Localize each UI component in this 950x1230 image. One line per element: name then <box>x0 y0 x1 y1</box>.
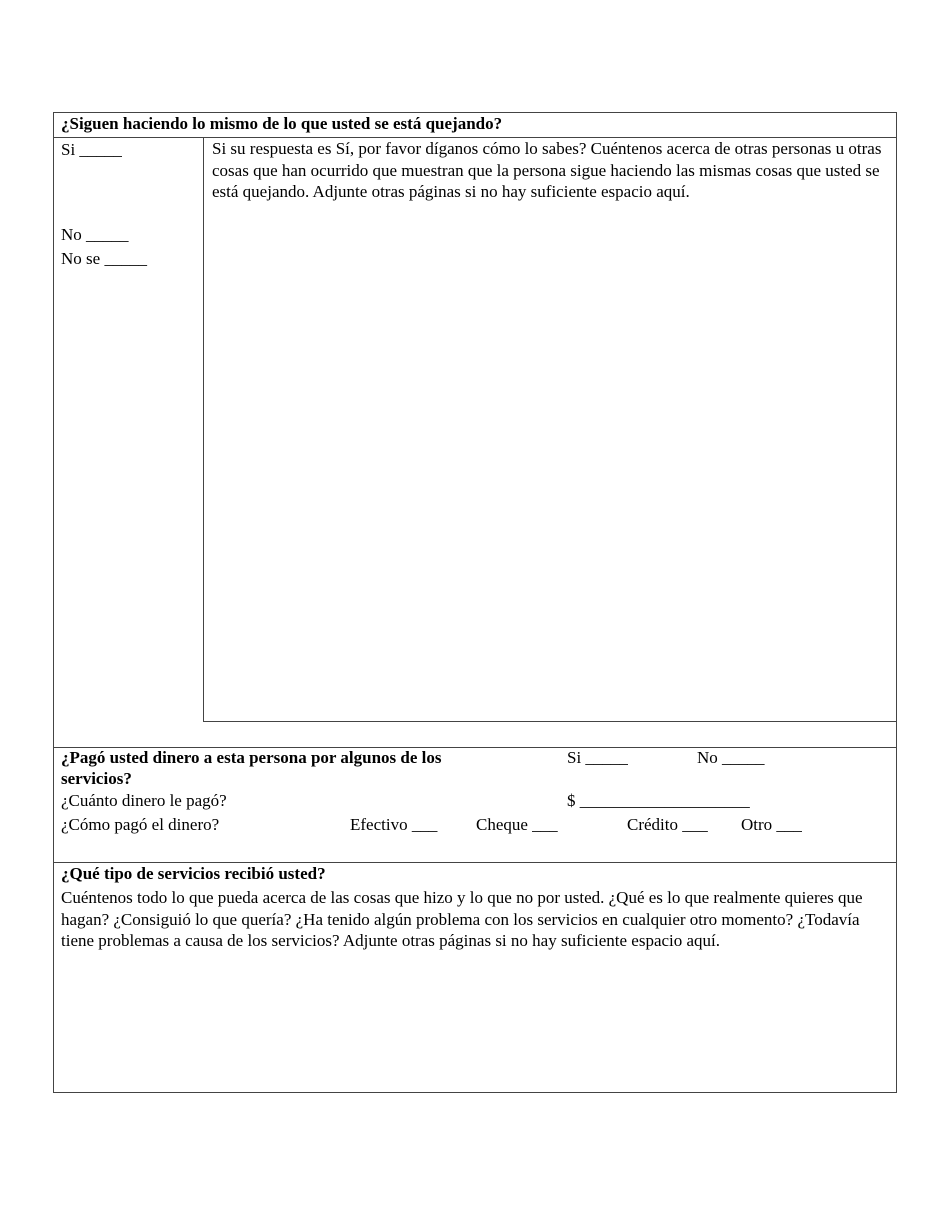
method-cash-option[interactable]: Efectivo ___ <box>350 815 438 834</box>
method-credit-option[interactable]: Crédito ___ <box>627 815 708 834</box>
payment-no-option[interactable]: No _____ <box>697 748 765 767</box>
method-other-option[interactable]: Otro ___ <box>741 815 802 834</box>
services-answer-area[interactable] <box>54 976 896 1092</box>
amount-label: ¿Cuánto dinero le pagó? <box>61 791 227 810</box>
explanation-instructions: Si su respuesta es Sí, por favor díganos cómo lo sabes? Cuéntenos acerca de otras personas u otras cosas que han ocurrido que muestran que la persona sigue haciendo las mismas cosas que usted se está quejando. Adjunte otras páginas si no hay suficiente espacio aquí. <box>212 139 882 201</box>
payment-yes-option[interactable]: Si _____ <box>567 748 628 767</box>
payment-question-line2: servicios? <box>61 769 132 788</box>
explanation-answer-area[interactable] <box>204 230 896 720</box>
payment-question-line1: ¿Pagó usted dinero a esta persona por algunos de los <box>61 748 442 767</box>
section1-title: ¿Siguen haciendo lo mismo de lo que usted se está quejando? <box>61 114 503 133</box>
method-check-option[interactable]: Cheque ___ <box>476 815 558 834</box>
services-instructions: Cuéntenos todo lo que pueda acerca de las cosas que hizo y lo que no por usted. ¿Qué es lo que realmente quieres que hagan? ¿Consiguió lo que quería? ¿Ha tenido algún problema con los servicios en cualquier otro momento? ¿Todavía tiene problemas a causa de los servicios? Adjunte otras páginas si no hay suficiente espacio aquí. <box>61 888 863 950</box>
continuing-dont-know-option[interactable]: No se _____ <box>61 249 147 268</box>
payment-method-label: ¿Cómo pagó el dinero? <box>61 815 220 834</box>
section3-title: ¿Qué tipo de servicios recibió usted? <box>61 864 326 883</box>
continuing-yes-option[interactable]: Si _____ <box>61 140 122 159</box>
explanation-box-bottom-border <box>203 721 897 722</box>
continuing-no-option[interactable]: No _____ <box>61 225 129 244</box>
amount-field[interactable]: $ ____________________ <box>567 791 750 810</box>
